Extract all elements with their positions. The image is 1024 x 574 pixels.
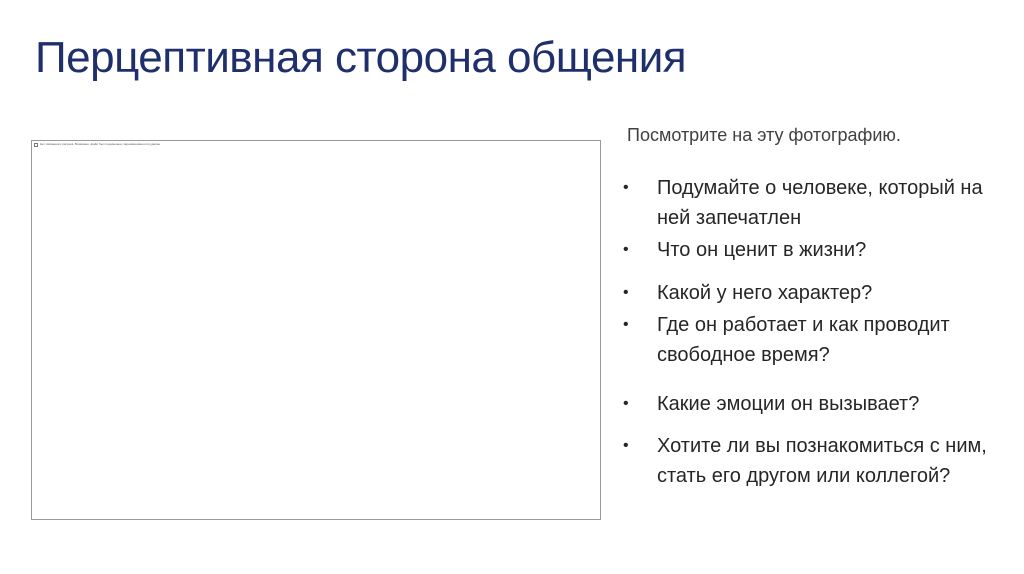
- list-item-text: Где он работает и как проводит свободное время?: [657, 314, 950, 366]
- photo-placeholder: [31, 140, 601, 520]
- list-item: [621, 235, 1011, 265]
- bullet-icon: •: [623, 395, 629, 412]
- list-item-text: Хотите ли вы познакомиться с ним, стать его другом или коллегой?: [657, 435, 987, 487]
- intro-text: Посмотрите на эту фотографию.: [627, 125, 901, 145]
- list-item-text: Какой у него характер?: [657, 282, 873, 304]
- bullet-icon: •: [623, 241, 629, 258]
- list-item-text: Подумайте о человеке, который на ней запечатлен: [657, 177, 983, 229]
- bullet-icon: •: [623, 179, 629, 196]
- list-item: [621, 431, 1011, 491]
- bullet-icon: •: [623, 316, 629, 333]
- list-item-text: Какие эмоции он вызывает?: [657, 393, 920, 415]
- list-item: [621, 278, 1011, 308]
- question-list: [621, 173, 1011, 491]
- photo-alt-text: Нет связанного рисунка. Возможно, файл был перемещен, переименован или удален: [40, 142, 161, 146]
- list-item: [621, 389, 1011, 419]
- bullet-icon: •: [623, 437, 629, 454]
- list-item-text: Что он ценит в жизни?: [657, 239, 867, 261]
- list-item: [621, 310, 1011, 370]
- bullet-icon: •: [623, 284, 629, 301]
- broken-image-icon: [34, 143, 38, 147]
- slide-title: Перцептивная сторона общения: [35, 33, 687, 82]
- list-item: [621, 173, 1011, 233]
